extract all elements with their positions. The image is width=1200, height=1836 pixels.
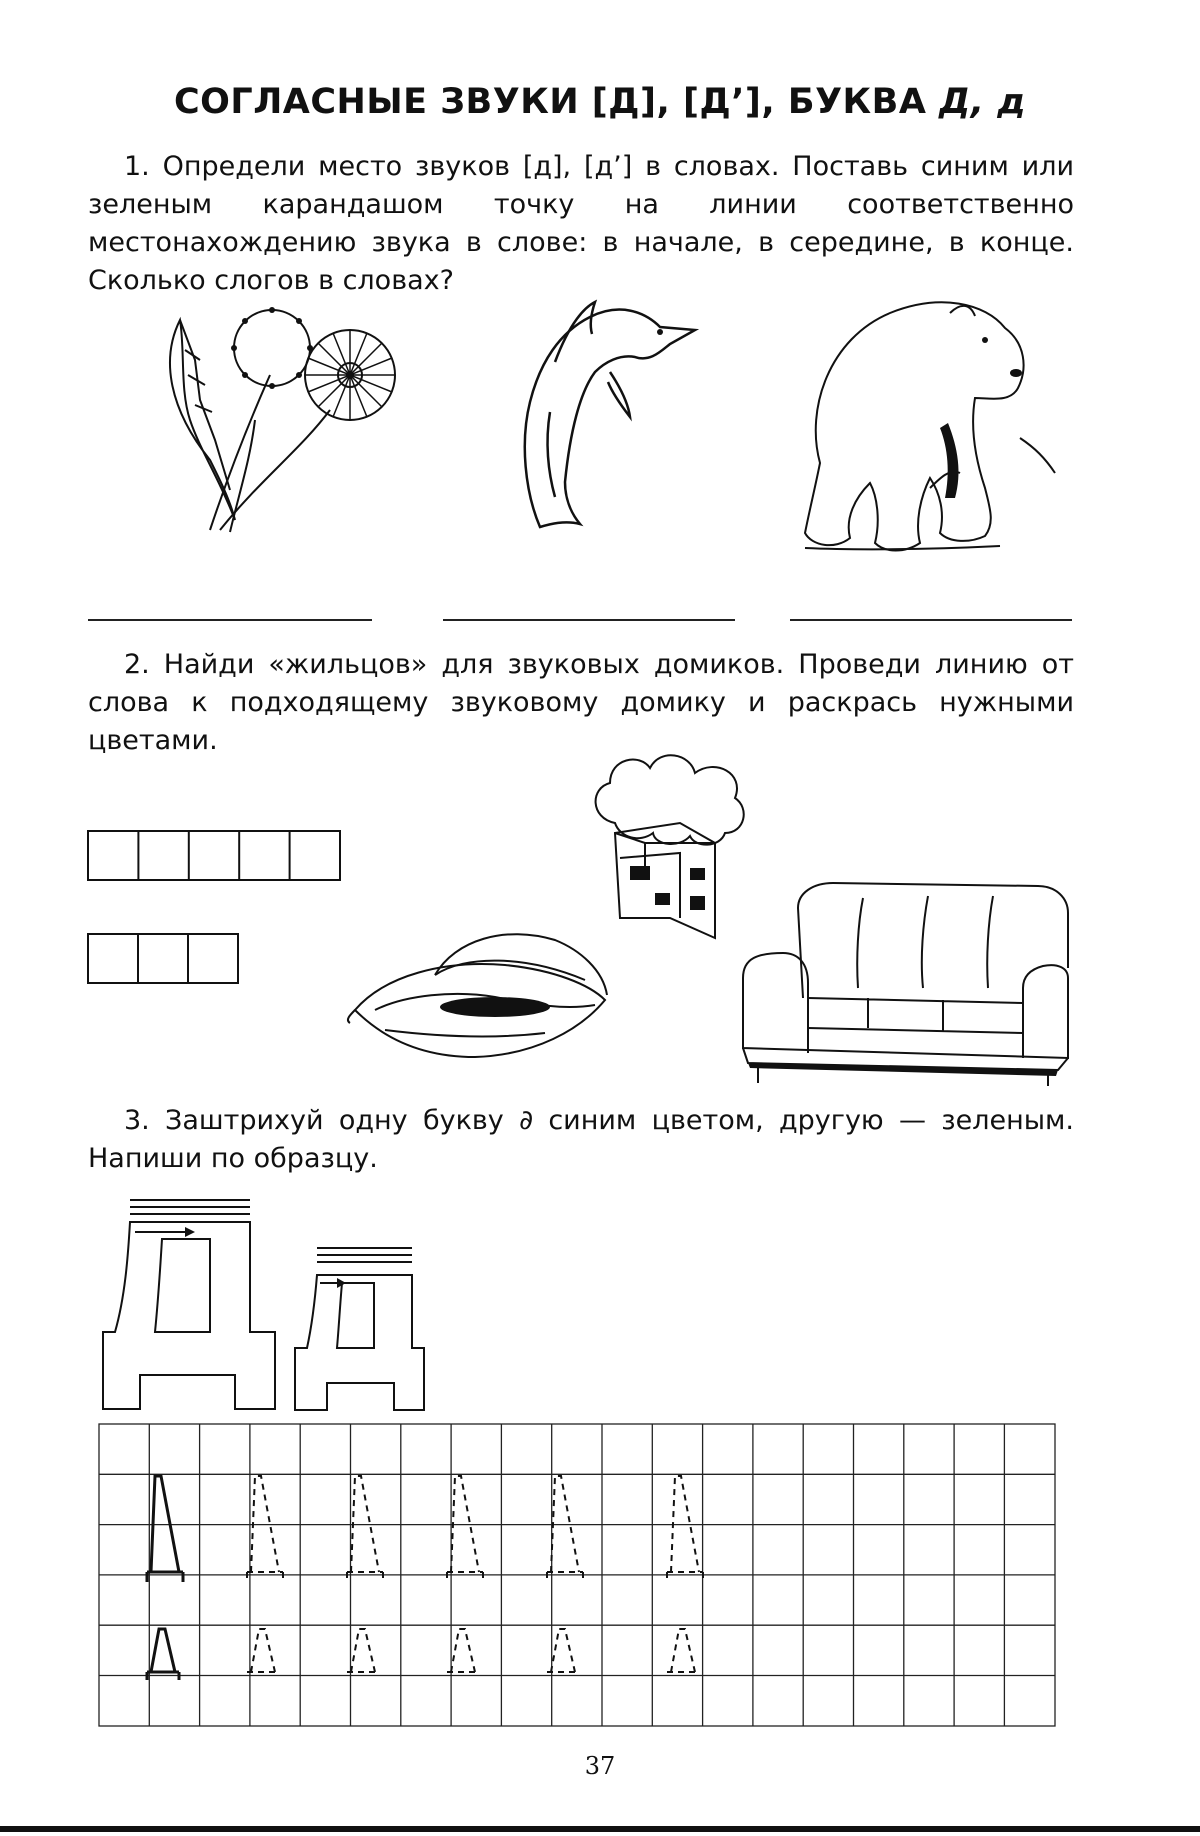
sofa-picture (738, 878, 1073, 1088)
melon-picture (345, 915, 615, 1065)
page-number: 37 (584, 1752, 616, 1780)
handwriting-grid[interactable] (99, 1424, 1057, 1729)
trace-capital-d-4 (547, 1476, 583, 1582)
trace-capital-d-1 (247, 1476, 283, 1582)
letter-d-small-outline[interactable] (292, 1245, 427, 1413)
page-title: СОГЛАСНЫЕ ЗВУКИ [Д], [Д’], БУКВА Д, д (173, 82, 1027, 122)
trace-small-d-5 (667, 1629, 699, 1672)
sample-capital-d (147, 1476, 183, 1582)
answer-line-3[interactable] (790, 619, 1072, 621)
sound-house-5[interactable] (87, 830, 342, 882)
dandelion-picture (150, 300, 410, 540)
task-1-instructions: 1. Определи место звуков [д], [д’] в словах. Поставь синим или зеленым карандашом точку на линии соответственно местонахождению звука в слове: в начале, в середине, в конце. Сколько слогов в словах? (88, 151, 1074, 296)
answer-line-1[interactable] (88, 619, 372, 621)
answer-line-2[interactable] (443, 619, 735, 621)
trace-small-d-3 (447, 1629, 479, 1672)
sound-house-3[interactable] (87, 933, 240, 985)
trace-small-d-1 (247, 1629, 279, 1672)
trace-capital-d-3 (447, 1476, 483, 1582)
trace-small-d-2 (347, 1629, 379, 1672)
task-3-instructions: 3. Заштрихуй одну букву ∂ синим цветом, другую — зеленым. Напиши по образцу. (88, 1105, 1074, 1174)
chimney-smoke-picture (585, 748, 755, 943)
dolphin-picture (510, 292, 710, 542)
trace-capital-d-5 (667, 1476, 703, 1582)
task-2-instructions: 2. Найди «жильцов» для звуковых домиков. Проведи линию от слова к подходящему звуковому домику и раскрась нужными цветами. (88, 649, 1074, 756)
bear-picture (800, 288, 1060, 563)
sample-small-d (147, 1629, 179, 1680)
page-bottom-edge (0, 1826, 1200, 1832)
trace-capital-d-2 (347, 1476, 383, 1582)
letter-d-big-outline[interactable] (100, 1197, 275, 1412)
title-letters: Д, д (939, 82, 1027, 122)
